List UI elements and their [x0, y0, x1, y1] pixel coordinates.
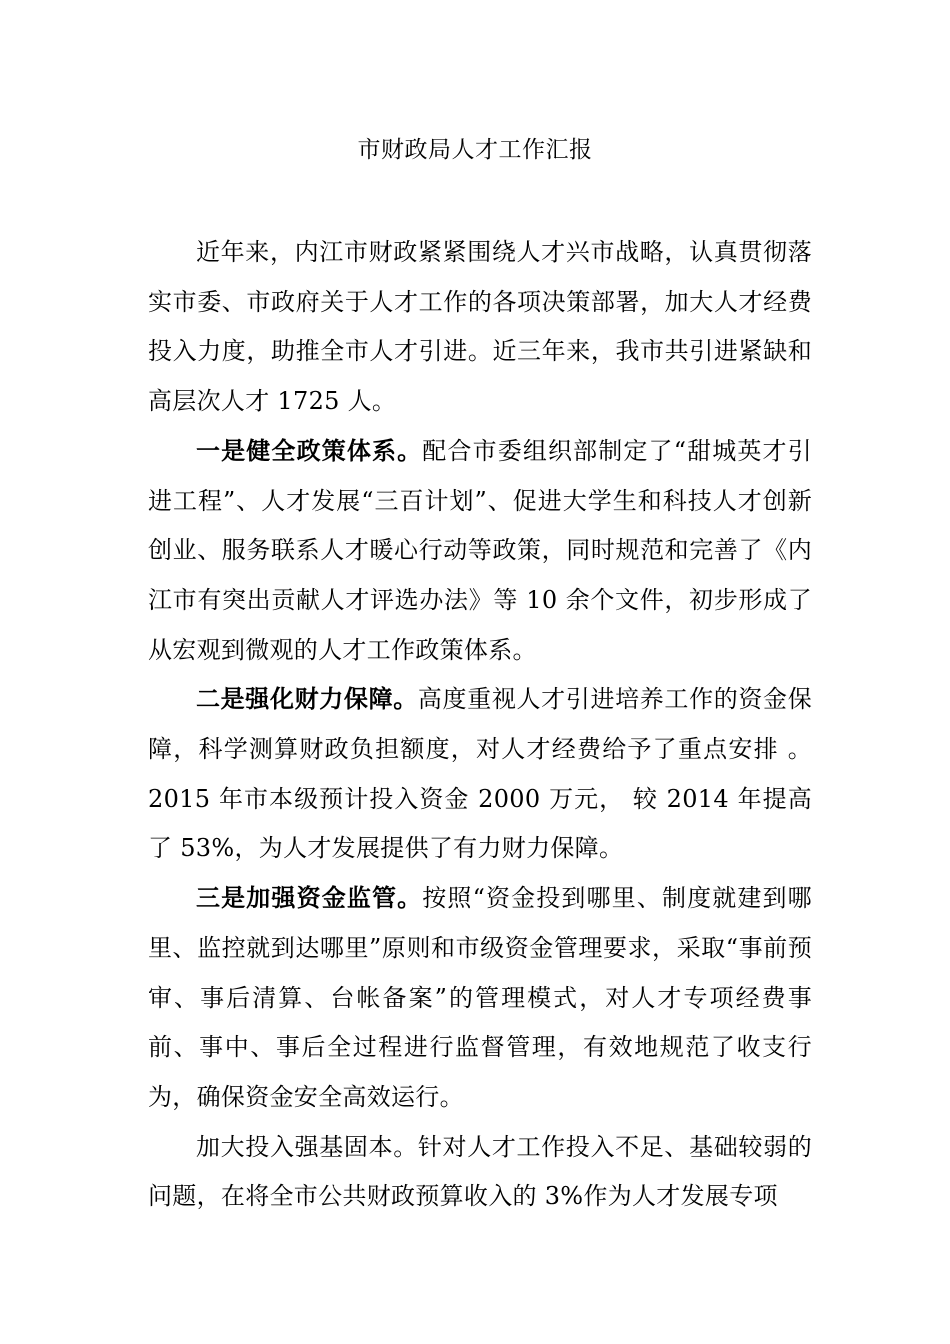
paragraph-text: 按照“资金投到哪里、制度就建到哪里、监控就到达哪里”原则和市级资金管理要求，采取“事前预审、事后清算、台帐备案”的管理模式，对人才专项经费事前、事中、事后全过程进行监督管理，有效地规范了收支行为，确保资金安全高效运行。 [148, 884, 812, 1111]
paragraph-lead: 一是健全政策体系。 [196, 436, 423, 465]
paragraph-policy-system [148, 427, 812, 676]
paragraph-investment [148, 1123, 812, 1222]
paragraph-fund-supervision [148, 874, 812, 1123]
document-body [148, 228, 812, 1222]
paragraph-text: 高度重视人才引进培养工作的资金保障，科学测算财政负担额度，对人才经费给予了重点安排 。2015 年市本级预计投入资金 2000 万元， 较 2014 年提高了 53%，为人才发展提供了有力财力保障。 [148, 685, 812, 863]
paragraph-intro [148, 228, 812, 427]
paragraph-text: 配合市委组织部制定了“甜城英才引进工程”、人才发展“三百计划”、促进大学生和科技人才创新创业、服务联系人才暖心行动等政策，同时规范和完善了《内江市有突出贡献人才评选办法》等 10 余个文件，初步形成了从宏观到微观的人才工作政策体系。 [148, 436, 812, 664]
paragraph-text: 加大投入强基固本。针对人才工作投入不足、基础较弱的问题，在将全市公共财政预算收入的 3%作为人才发展专项 [148, 1132, 812, 1211]
paragraph-text: 近年来，内江市财政紧紧围绕人才兴市战略，认真贯彻落实市委、市政府关于人才工作的各项决策部署，加大人才经费投入力度，助推全市人才引进。近三年来，我市共引进紧缺和高层次人才 1725 人。 [148, 238, 812, 416]
document-title: 市财政局人才工作汇报 [357, 137, 593, 163]
paragraph-lead: 三是加强资金监管。 [196, 884, 423, 913]
paragraph-lead: 二是强化财力保障。 [196, 685, 418, 714]
paragraph-financial-support [148, 675, 812, 874]
